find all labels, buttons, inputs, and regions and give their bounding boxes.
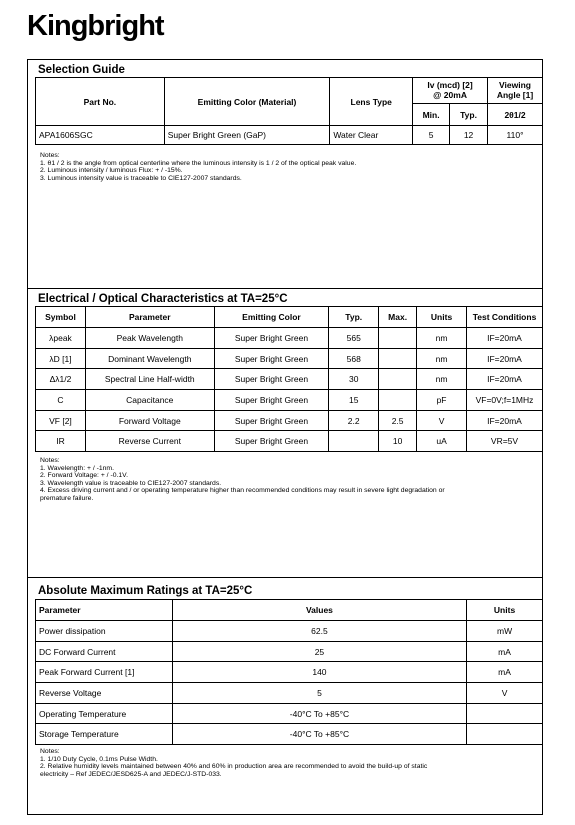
table-cell: Power dissipation [36,621,173,642]
table-cell: -40°C To +85°C [172,703,466,724]
table-cell: Operating Temperature [36,703,173,724]
header-typ: Typ. [450,104,488,126]
note-line: Notes: [40,748,60,755]
table-cell: 2.5 [379,410,417,431]
table-cell: Super Bright Green [214,348,329,369]
table-cell: V [417,410,467,431]
note-line: 1. θ1 / 2 is the angle from optical centerline where the luminous intensity is 1 / 2 of the optical peak value. [40,159,357,167]
table-cell: mA [467,662,543,683]
table-cell: Reverse Current [85,431,214,452]
table-cell: V [467,683,543,704]
note-line: electricity – Ref JEDEC/JESD625-A and JEDEC/J-STD-033. [40,770,222,778]
note-line: 1. Wavelength: + / -1nm. [40,464,114,472]
cell-min: 5 [413,126,450,145]
table-cell: Forward Voltage [85,410,214,431]
table-cell: 5 [172,683,466,704]
table-cell: Dominant Wavelength [85,348,214,369]
table-cell: 2.2 [329,410,379,431]
table-cell: 568 [329,348,379,369]
table-cell: Peak Wavelength [85,328,214,349]
header-lens-type: Lens Type [330,78,413,126]
table-cell [379,328,417,349]
header-part-no: Part No. [36,78,165,126]
note-line: 4. Excess driving current and / or operating temperature higher than recommended conditions may result in severe light degradation or [40,487,445,495]
table-cell: 62.5 [172,621,466,642]
column-header: Parameter [85,307,214,328]
table-cell: IF=20mA [467,369,543,390]
header-theta: 2θ1/2 [488,104,543,126]
absolute-table [35,599,543,745]
table-cell: Spectral Line Half-width [85,369,214,390]
table-row [36,348,543,369]
column-header: Max. [379,307,417,328]
column-header: Symbol [36,307,86,328]
table-cell: IF=20mA [467,410,543,431]
table-cell: 15 [329,390,379,411]
table-cell: -40°C To +85°C [172,724,466,745]
table-cell: DC Forward Current [36,641,173,662]
table-row [36,683,543,704]
electrical-notes [40,457,445,503]
table-cell: VR=5V [467,431,543,452]
table-cell [379,348,417,369]
table-cell: IR [36,431,86,452]
table-row [36,724,543,745]
table-row [36,328,543,349]
electrical-table [35,306,543,452]
table-row [36,431,543,452]
note-line: 1. 1/10 Duty Cycle, 0.1ms Pulse Width. [40,755,158,763]
column-header: Typ. [329,307,379,328]
header-min: Min. [413,104,450,126]
table-cell [467,703,543,724]
table-cell: λpeak [36,328,86,349]
note-line: 3. Luminous intensity value is traceable to CIE127-2007 standards. [40,174,242,182]
table-cell: Peak Forward Current [1] [36,662,173,683]
table-row [36,621,543,642]
header-iv: Iv (mcd) [2] @ 20mA [413,78,488,104]
table-cell: uA [417,431,467,452]
column-header: Units [417,307,467,328]
table-cell [379,369,417,390]
brand-logo: Kingbright [27,10,164,42]
table-cell: Super Bright Green [214,431,329,452]
table-cell: nm [417,328,467,349]
note-line: Notes: [40,152,60,159]
table-cell: Super Bright Green [214,390,329,411]
table-cell: VF=0V;f=1MHz [467,390,543,411]
column-header: Emitting Color [214,307,329,328]
table-row [36,369,543,390]
table-cell: Super Bright Green [214,410,329,431]
table-cell: 30 [329,369,379,390]
column-header: Values [172,600,466,621]
table-cell: Super Bright Green [214,328,329,349]
table-cell: IF=20mA [467,348,543,369]
table-cell: 10 [379,431,417,452]
cell-angle: 110° [488,126,543,145]
selection-guide-table [35,77,543,145]
table-row [36,662,543,683]
table-cell: 25 [172,641,466,662]
header-emitting-color: Emitting Color (Material) [164,78,330,126]
table-cell: λD [1] [36,348,86,369]
table-cell: nm [417,348,467,369]
note-line: 2. Relative humidity levels maintained between 40% and 60% in production area are recommended to avoid the build-up of static [40,763,428,771]
note-line: Notes: [40,457,60,464]
table-cell: 565 [329,328,379,349]
table-cell [379,390,417,411]
table-row [36,703,543,724]
table-row [36,390,543,411]
table-row [36,641,543,662]
table-cell [467,724,543,745]
cell-color: Super Bright Green (GaP) [164,126,330,145]
selection-guide-title: Selection Guide [38,64,125,76]
table-cell: Δλ1/2 [36,369,86,390]
table-cell: pF [417,390,467,411]
cell-typ: 12 [450,126,488,145]
cell-lens: Water Clear [330,126,413,145]
note-line: 2. Forward Voltage: + / -0.1V. [40,472,128,480]
table-cell: C [36,390,86,411]
header-viewing-angle: Viewing Angle [1] [488,78,543,104]
electrical-title: Electrical / Optical Characteristics at TA=25°C [38,293,288,305]
absolute-title: Absolute Maximum Ratings at TA=25°C [38,585,253,597]
note-line: premature failure. [40,494,94,502]
column-header: Units [467,600,543,621]
table-cell: 140 [172,662,466,683]
cell-part: APA1606SGC [36,126,165,145]
table-cell [329,431,379,452]
table-cell: Reverse Voltage [36,683,173,704]
table-cell: nm [417,369,467,390]
table-cell: Storage Temperature [36,724,173,745]
table-row [36,410,543,431]
note-line: 3. Wavelength value is traceable to CIE127-2007 standards. [40,479,222,487]
table-cell: Super Bright Green [214,369,329,390]
column-header: Test Conditions [467,307,543,328]
column-header: Parameter [36,600,173,621]
table-cell: VF [2] [36,410,86,431]
note-line: 2. Luminous intensity / luminous Flux: + / -15%. [40,167,183,175]
table-cell: IF=20mA [467,328,543,349]
table-cell: mA [467,641,543,662]
table-cell: Capacitance [85,390,214,411]
selection-notes [40,152,356,182]
table-cell: mW [467,621,543,642]
table-row [36,126,543,145]
absolute-notes [40,748,427,778]
